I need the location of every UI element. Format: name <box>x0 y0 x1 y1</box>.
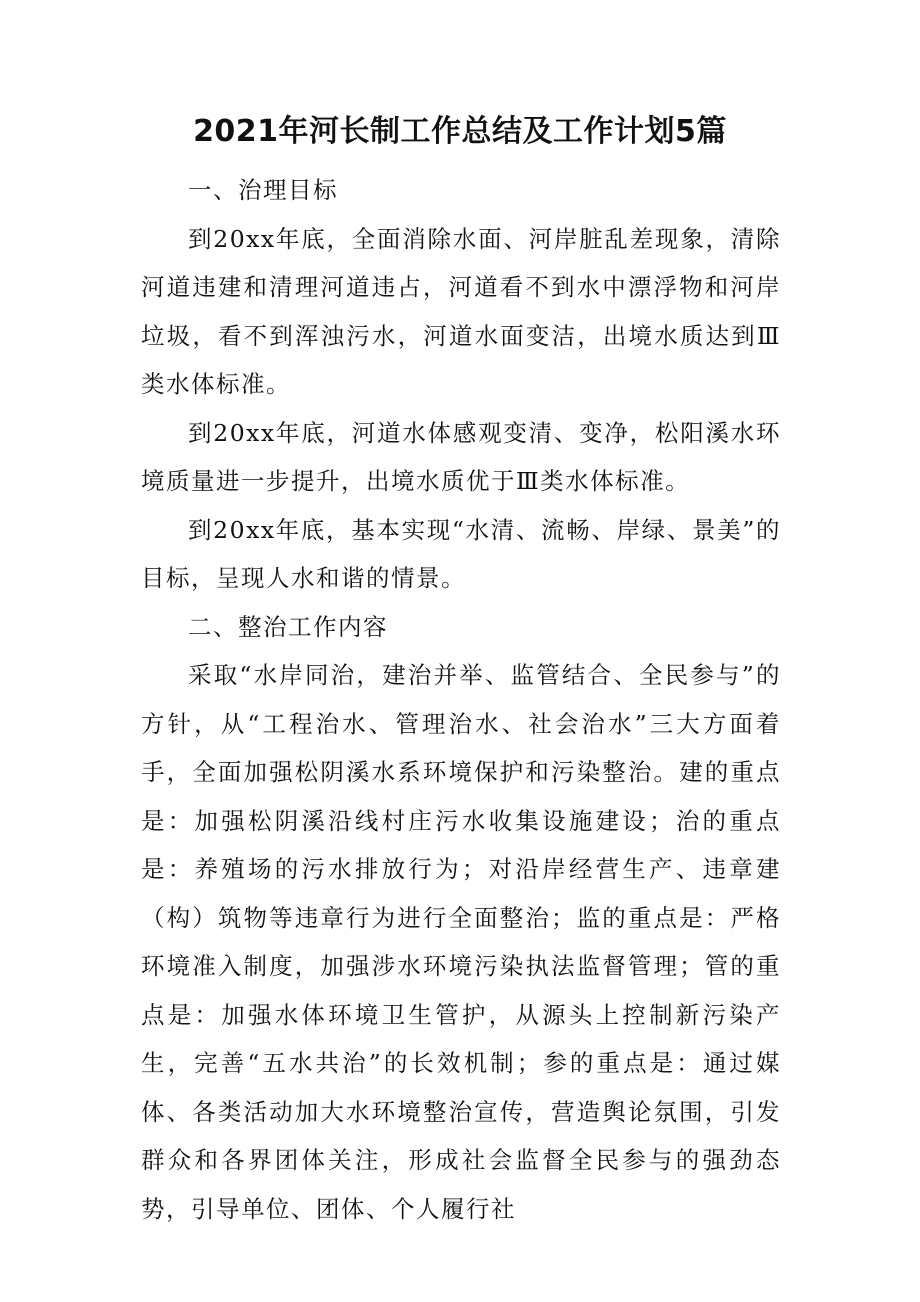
section-heading-governance-goals: 一、治理目标 <box>188 176 338 204</box>
paragraph-goal-3: 到20xx年底，基本实现“水清、流畅、岸绿、景美”的目标，呈现人水和谐的情景。 <box>141 515 781 592</box>
document-title: 2021年河长制工作总结及工作计划5篇 <box>193 114 727 149</box>
document-body <box>141 166 781 1233</box>
section-heading-work-content: 二、整治工作内容 <box>188 612 388 641</box>
paragraph-work-content: 采取“水岸同治，建治并举、监管结合、全民参与”的方针，从“工程治水、管理治水、社会治水”三大方面着手，全面加强松阴溪水系环境保护和污染整治。建的重点是：加强松阴溪沿线村庄污水收集设施建设；治的重点是：养殖场的污水排放行为；对沿岸经营生产、违章建（构）筑物等违章行为进行全面整治；监的重点是：严格环境准入制度，加强涉水环境污染执法监督管理；管的重点是：加强水体环境卫生管护，从源头上控制新污染产生，完善“五水共治”的长效机制；参的重点是：通过媒体、各类活动加大水环境整治宣传，营造舆论氛围，引发群众和各界团体关注，形成社会监督全民参与的强劲态势，引导单位、团体、个人履行社 <box>141 661 781 1223</box>
paragraph-goal-1: 到20xx年底，全面消除水面、河岸脏乱差现象，清除河道违建和清理河道违占，河道看不到水中漂浮物和河岸垃圾，看不到浑浊污水，河道水面变洁，出境水质达到Ⅲ类水体标准。 <box>141 224 781 398</box>
paragraph-goal-2: 到20xx年底，河道水体感观变清、变净，松阳溪水环境质量进一步提升，出境水质优于Ⅲ类水体标准。 <box>141 418 781 495</box>
